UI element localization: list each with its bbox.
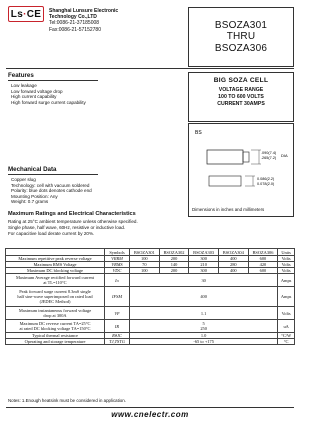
table-symbol-cell: IFSM: [105, 287, 130, 307]
table-header-row: [6, 249, 295, 256]
table-param-cell: Maximum instantaneous forward voltage drop at 300A: [6, 307, 105, 320]
table-symbol-cell: Io: [105, 274, 130, 287]
mechanical-heading: Mechanical Data: [8, 166, 98, 175]
table-row: [6, 287, 295, 307]
table-cell: 400: [218, 268, 248, 274]
features-heading: Features: [8, 72, 98, 81]
table-symbol-cell: IR: [105, 320, 130, 333]
logo-text: Ls: [10, 8, 24, 20]
feature-item: Low forward voltage drop: [11, 88, 63, 94]
table-unit-cell: Volts: [278, 268, 295, 274]
table-row: [6, 339, 295, 345]
rating-note-2: Single phase, half wave, 60Hz, resistive or inductive load.: [8, 224, 126, 230]
ratings-notes: [8, 219, 138, 236]
dim-label-1: .090(7.4): [261, 151, 277, 155]
company-name-1: Shanghai Lunsure Electronic: [49, 8, 119, 14]
table-header-cell: BSOZA302: [159, 249, 189, 256]
mechanical-section: [8, 166, 98, 205]
cell-body: [207, 150, 243, 164]
features-section: [8, 72, 98, 105]
table-symbol-cell: VRRM: [105, 256, 130, 262]
diagram-caption: Dimensions in inches and millimeters: [192, 207, 265, 212]
company-fax: Fax:0086-21-57152780: [49, 26, 101, 33]
part-number-box: [188, 7, 294, 67]
feature-item: High current capability: [11, 94, 57, 100]
table-symbol-cell: RθJC: [105, 333, 130, 339]
table-span-cell: -65 to +175: [130, 339, 278, 345]
table-unit-cell: °C: [278, 339, 295, 345]
table-row: [6, 320, 295, 333]
table-header-cell: BSOZA304: [218, 249, 248, 256]
table-span-cell: 1.0: [130, 333, 278, 339]
table-cell: 300: [189, 268, 219, 274]
table-cell: 140: [159, 262, 189, 268]
mechanical-item: Copper slug: [11, 177, 36, 182]
table-cell: 210: [189, 262, 219, 268]
table-cell: 100: [130, 268, 160, 274]
table-span-cell: 400: [130, 287, 278, 307]
website-link[interactable]: www.cnelectr.com: [111, 410, 189, 419]
rating-note-3: For capacitive load derate current by 20%.: [8, 230, 95, 236]
footer-divider: [6, 407, 294, 408]
table-symbol-cell: TJ,TSTG: [105, 339, 130, 345]
dim-dia-label: DIA: [281, 153, 288, 158]
table-unit-cell: Amps: [278, 274, 295, 287]
table-header-cell: Units: [278, 249, 295, 256]
voltage-range-value: 100 TO 600 VOLTS: [218, 94, 264, 100]
table-param-cell: Maximum repetitive peak reverse voltage: [6, 256, 105, 262]
table-header-cell: [6, 249, 105, 256]
diagram-bs-label: BS: [195, 130, 202, 136]
table-unit-cell: Volts: [278, 307, 295, 320]
feature-item: Low leakage: [11, 83, 37, 88]
company-logo: [8, 6, 44, 22]
dim-label-1b: .265(7.2): [261, 156, 277, 160]
table-param-cell: Maximum DC reverse current TA=25°C at rated DC blocking voltage TA=150°C: [6, 320, 105, 333]
table-unit-cell: Volts: [278, 262, 295, 268]
cell-side-view: [209, 176, 241, 186]
table-unit-cell: uA: [278, 320, 295, 333]
mechanical-item: Polarity: blue dots denotes cathode end: [11, 188, 92, 194]
table-header-cell: BSOZA306: [248, 249, 278, 256]
company-name-2: Technology Co.,LTD: [49, 14, 97, 21]
table-symbol-cell: VDC: [105, 268, 130, 274]
logo-text2: CE: [26, 8, 42, 20]
table-param-cell: Typical thermal resistance: [6, 333, 105, 339]
package-diagram: [188, 123, 294, 217]
table-param-cell: Maximum Average rectified forward current at TL=110°C: [6, 274, 105, 287]
ratings-title: Maximum Ratings and Electrical Characteristics: [8, 211, 136, 217]
product-info-box: [188, 72, 294, 122]
table-cell: 280: [218, 262, 248, 268]
table-cell: 600: [248, 256, 278, 262]
table-unit-cell: Volts: [278, 256, 295, 262]
table-cell: 200: [159, 268, 189, 274]
product-title: BIG SOZA CELL: [213, 77, 269, 84]
table-span-cell: 5 250: [130, 320, 278, 333]
table-unit-cell: °C/W: [278, 333, 295, 339]
logo-dot: ·: [23, 8, 27, 20]
table-symbol-cell: VRMS: [105, 262, 130, 268]
mechanical-item: Technology: cell with vacuum soldered: [11, 182, 90, 188]
table-row: [6, 274, 295, 287]
table-span-cell: 1.1: [130, 307, 278, 320]
dim-label-2: 0.086(2.2): [257, 177, 275, 181]
mechanical-item: Weight: 0.7 grams: [11, 199, 49, 205]
part-last: BSOZA306: [214, 42, 268, 54]
table-header-cell: Symbols: [105, 249, 130, 256]
company-tel: Tel:0086-21-37185008: [49, 20, 100, 27]
company-info: [49, 8, 118, 33]
cell-terminal: [243, 152, 249, 162]
table-param-cell: Peak forward surge current 8.3mS single half sine-wave superimposed on rated load (JEDEC Method): [6, 287, 105, 307]
table-row: [6, 307, 295, 320]
current-rating: CURRENT 30AMPS: [217, 101, 265, 107]
table-param-cell: Maximum DC blocking voltage: [6, 268, 105, 274]
table-param-cell: Maximum RMS Voltage: [6, 262, 105, 268]
table-symbol-cell: VF: [105, 307, 130, 320]
table-cell: 200: [159, 256, 189, 262]
voltage-range-label: VOLTAGE RANGE: [218, 87, 264, 93]
mechanical-item: Mounting Position: Any: [11, 193, 58, 199]
header-divider: [6, 68, 294, 69]
table-cell: 100: [130, 256, 160, 262]
table-param-cell: Operating and storage temperature: [6, 339, 105, 345]
table-header-cell: BSOZA301: [130, 249, 160, 256]
table-cell: 600: [248, 268, 278, 274]
table-span-cell: 30: [130, 274, 278, 287]
footnote: Notes: 1.Enough heatsink must be considered in application.: [8, 398, 126, 403]
table-cell: 300: [189, 256, 219, 262]
ratings-table: [5, 248, 295, 345]
table-unit-cell: Amps: [278, 287, 295, 307]
part-thru: THRU: [226, 31, 256, 43]
table-cell: 70: [130, 262, 160, 268]
package-outline-drawing: [189, 124, 293, 216]
rating-note-1: Rating at 25°C ambient temperature unless otherwise specified.: [8, 219, 138, 224]
dim-label-2b: 0.078(2.0): [257, 182, 275, 186]
table-cell: 420: [248, 262, 278, 268]
table-cell: 400: [218, 256, 248, 262]
table-header-cell: BSOZA303: [189, 249, 219, 256]
part-first: BSOZA301: [214, 19, 268, 31]
feature-item: High forward surge current capability: [11, 99, 86, 105]
